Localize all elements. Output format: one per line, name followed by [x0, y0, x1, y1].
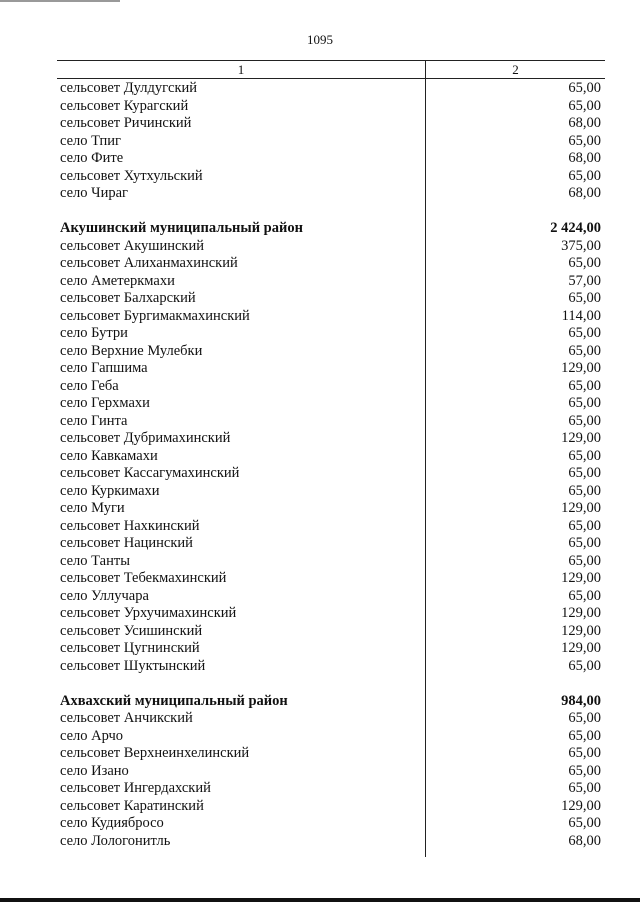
- row-name: село Чираг: [60, 185, 128, 201]
- row-value: 65,00: [568, 395, 601, 411]
- row-name: сельсовет Дулдугский: [60, 80, 198, 96]
- table-row: [57, 710, 605, 728]
- row-value: 65,00: [568, 780, 601, 796]
- row-value: 65,00: [568, 132, 601, 149]
- row-value: 65,00: [568, 587, 601, 604]
- table-row: [57, 325, 605, 343]
- row-name: село Верхние Мулебки: [60, 342, 203, 359]
- table-row: [57, 535, 605, 553]
- table-row: [57, 308, 605, 326]
- row-name: сельсовет Нахкинский: [60, 517, 200, 534]
- table-row: [57, 430, 605, 448]
- row-value: 65,00: [568, 342, 601, 359]
- row-name: Ахвахский муниципальный район: [60, 692, 288, 709]
- row-value: 2 424,00: [550, 220, 601, 236]
- table-row: [57, 640, 605, 658]
- table-row: [57, 133, 605, 151]
- row-value: 65,00: [568, 517, 601, 534]
- row-name: село Изано: [60, 762, 129, 779]
- row-name: село Геба: [60, 377, 119, 394]
- table-row: [57, 780, 605, 798]
- row-name: Акушинский муниципальный район: [60, 220, 303, 236]
- table-row: [57, 658, 605, 676]
- row-value: 65,00: [568, 552, 601, 569]
- row-name: село Герхмахи: [60, 395, 150, 411]
- row-value: 65,00: [568, 535, 601, 551]
- row-value: 65,00: [568, 745, 601, 761]
- column-header-2: 2: [512, 62, 519, 77]
- row-value: 65,00: [568, 255, 601, 271]
- row-value: 129,00: [561, 797, 601, 814]
- row-value: 129,00: [561, 570, 601, 586]
- row-value: 68,00: [568, 115, 601, 131]
- table-district-row: [57, 220, 605, 238]
- table-row: [57, 255, 605, 273]
- row-name: село Кавкамахи: [60, 447, 158, 464]
- table-row: [57, 623, 605, 641]
- row-value: 984,00: [561, 692, 601, 709]
- row-value: 375,00: [561, 237, 601, 254]
- row-value: 129,00: [561, 430, 601, 446]
- table-row: [57, 343, 605, 361]
- row-name: село Фите: [60, 150, 124, 166]
- table-row: [57, 763, 605, 781]
- row-name: сельсовет Анчикский: [60, 710, 193, 726]
- data-table: [57, 60, 605, 857]
- row-name: сельсовет Каратинский: [60, 797, 204, 814]
- table-row: [57, 395, 605, 413]
- table-row: [57, 115, 605, 133]
- row-name: сельсовет Балхарский: [60, 290, 196, 306]
- table-row: [57, 728, 605, 746]
- row-name: сельсовет Ингердахский: [60, 780, 211, 796]
- row-name: село Куркимахи: [60, 482, 160, 499]
- row-value: 129,00: [561, 500, 601, 516]
- table-row: [57, 98, 605, 116]
- row-name: сельсовет Хутхульский: [60, 167, 203, 184]
- table-row: [57, 238, 605, 256]
- row-value: 65,00: [568, 762, 601, 779]
- row-value: 65,00: [568, 290, 601, 306]
- table-spacer-row: [57, 203, 605, 221]
- row-name: сельсовет Акушинский: [60, 237, 204, 254]
- row-name: село Гинта: [60, 412, 128, 429]
- column-header-1: 1: [237, 62, 245, 77]
- row-value: 68,00: [568, 832, 601, 849]
- table-row: [57, 553, 605, 571]
- table-row: [57, 815, 605, 833]
- row-name: сельсовет Усишинский: [60, 622, 203, 639]
- table-row: [57, 168, 605, 186]
- row-value: 65,00: [568, 465, 601, 481]
- row-value: 65,00: [568, 447, 601, 464]
- table-header-row: [57, 60, 605, 79]
- table-row: [57, 448, 605, 466]
- row-value: 65,00: [568, 412, 601, 429]
- row-name: село Кудиябросо: [60, 815, 164, 831]
- table-row: [57, 413, 605, 431]
- row-name: село Уллучара: [60, 587, 149, 604]
- page-number: 1095: [307, 32, 333, 47]
- row-value: 65,00: [568, 80, 601, 96]
- table-row: [57, 185, 605, 203]
- table-spacer-row: [57, 675, 605, 693]
- table-row: [57, 273, 605, 291]
- table-row: [57, 483, 605, 501]
- row-value: 65,00: [568, 97, 601, 114]
- row-name: сельсовет Дубримахинский: [60, 430, 231, 446]
- table-row: [57, 833, 605, 851]
- table-row: [57, 360, 605, 378]
- row-value: 65,00: [568, 167, 601, 184]
- table-row: [57, 605, 605, 623]
- table-row: [57, 798, 605, 816]
- table-row: [57, 150, 605, 168]
- row-name: сельсовет Бургимакмахинский: [60, 307, 250, 324]
- table-row: [57, 518, 605, 536]
- row-name: село Арчо: [60, 727, 124, 744]
- row-name: сельсовет Урхучимахинский: [60, 605, 237, 621]
- row-value: 65,00: [568, 482, 601, 499]
- row-name: село Тпиг: [60, 132, 121, 149]
- table-row: [57, 500, 605, 518]
- table-body: [57, 80, 605, 850]
- row-value: 68,00: [568, 185, 601, 201]
- row-name: село Аметеркмахи: [60, 272, 175, 289]
- row-name: сельсовет Верхнеинхелинский: [60, 745, 250, 761]
- row-name: село Танты: [60, 552, 130, 569]
- table-row: [57, 588, 605, 606]
- row-name: сельсовет Ричинский: [60, 115, 192, 131]
- scan-bottom-border: [0, 898, 640, 902]
- scan-edge-mark: [0, 0, 120, 2]
- row-value: 65,00: [568, 657, 601, 674]
- row-value: 68,00: [568, 150, 601, 166]
- table-row: [57, 745, 605, 763]
- row-value: 129,00: [561, 640, 601, 656]
- table-row: [57, 378, 605, 396]
- row-name: село Гапшима: [60, 360, 148, 376]
- row-name: сельсовет Тебекмахинский: [60, 570, 227, 586]
- table-row: [57, 465, 605, 483]
- row-name: сельсовет Кассагумахинский: [60, 465, 240, 481]
- row-value: 65,00: [568, 815, 601, 831]
- table-row: [57, 570, 605, 588]
- row-value: 65,00: [568, 325, 601, 341]
- row-value: 129,00: [561, 622, 601, 639]
- row-value: 65,00: [568, 377, 601, 394]
- table-district-row: [57, 693, 605, 711]
- row-name: сельсовет Цугнинский: [60, 640, 200, 656]
- row-name: село Бутри: [60, 325, 128, 341]
- row-name: сельсовет Алиханмахинский: [60, 255, 238, 271]
- row-name: сельсовет Курагский: [60, 97, 189, 114]
- row-name: сельсовет Шуктынский: [60, 657, 206, 674]
- row-value: 65,00: [568, 727, 601, 744]
- table-row: [57, 80, 605, 98]
- row-name: сельсовет Нацинский: [60, 535, 193, 551]
- row-value: 65,00: [568, 710, 601, 726]
- row-value: 114,00: [561, 307, 601, 324]
- row-value: 129,00: [561, 605, 601, 621]
- row-value: 57,00: [568, 272, 601, 289]
- table-row: [57, 290, 605, 308]
- row-name: село Муги: [60, 500, 125, 516]
- row-name: село Лологонитль: [60, 832, 171, 849]
- row-value: 129,00: [561, 360, 601, 376]
